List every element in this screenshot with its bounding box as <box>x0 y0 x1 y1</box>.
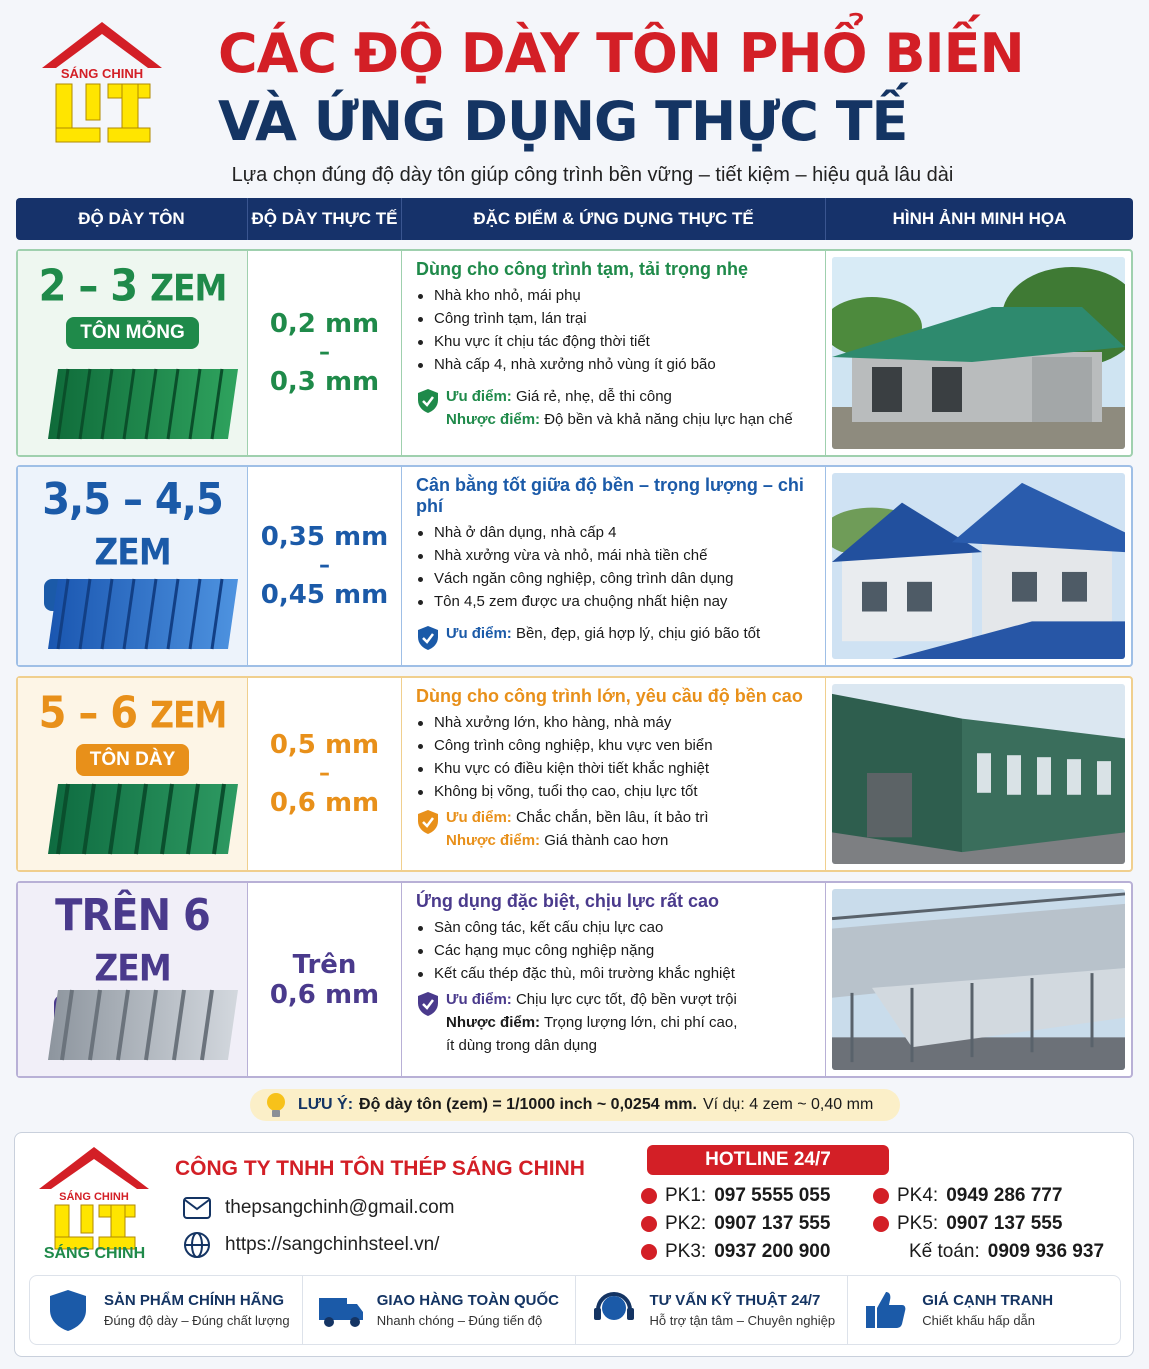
headset-icon <box>590 1286 638 1334</box>
phone-icon <box>641 1188 657 1204</box>
pros-text: Chắc chắn, bền lâu, ít bảo trì <box>515 809 709 826</box>
pros-label: Ưu điểm: <box>446 991 512 1008</box>
feature-support: TƯ VẤN KỸ THUẬT 24/7 Hỗ trợ tận tâm – Chuyên nghiệp <box>576 1276 849 1344</box>
cons-label: Nhược điểm: <box>446 1014 541 1031</box>
shield-check-icon <box>416 388 440 414</box>
footer <box>14 1132 1134 1357</box>
thumbs-up-icon <box>862 1286 910 1334</box>
page-subtitle: Lựa chọn đúng độ dày tôn giúp công trình bền vững – tiết kiệm – hiệu quả lâu dài <box>231 164 954 186</box>
residential-house-photo <box>832 473 1125 659</box>
table-row-1 <box>16 249 1133 457</box>
small-warehouse-photo <box>832 257 1125 449</box>
actual-thickness-cell <box>248 251 402 455</box>
mm-max: 0,6 mm <box>269 788 380 818</box>
email-text: thepsangchinh@gmail.com <box>225 1197 455 1218</box>
page-title-line2: VÀ ỨNG DỤNG THỰC TẾ <box>218 90 908 153</box>
list-item: Sàn công tác, kết cấu chịu lực cao <box>416 919 811 936</box>
mm-max: 0,6 mm <box>269 979 380 1010</box>
pros-cons <box>416 806 811 852</box>
features-bar <box>29 1275 1121 1345</box>
phone-icon <box>873 1216 889 1232</box>
image-cell <box>826 678 1131 870</box>
phone-icon <box>641 1216 657 1232</box>
phone-pk5[interactable]: PK5: 0907 137 555 <box>873 1213 1062 1235</box>
features-list <box>416 714 811 800</box>
features-title: Cân bằng tốt giữa độ bền – trọng lượng – chi phí <box>416 475 804 516</box>
header <box>0 0 1149 195</box>
mail-icon <box>183 1197 211 1219</box>
pros-cons <box>416 622 811 645</box>
list-item: Nhà xưởng lớn, kho hàng, nhà máy <box>416 714 811 731</box>
steel-structure-photo <box>832 889 1125 1070</box>
phone-pk2[interactable]: PK2: 0907 137 555 <box>641 1213 830 1235</box>
image-cell <box>826 467 1131 665</box>
mm-min: 0,2 mm <box>269 309 380 339</box>
svg-text:SÁNG CHINH: SÁNG CHINH <box>59 1191 129 1203</box>
phone-icon <box>873 1188 889 1204</box>
pros-text: Bền, đẹp, giá hợp lý, chịu gió bão tốt <box>515 625 761 642</box>
image-cell <box>826 883 1131 1076</box>
pros-text: Giá rẻ, nhẹ, dễ thi công <box>515 388 672 405</box>
logo-caption: SÁNG CHINH <box>43 1245 146 1262</box>
actual-thickness-cell <box>248 467 402 665</box>
feature-delivery: GIAO HÀNG TOÀN QUỐC Nhanh chóng – Đúng tiến độ <box>303 1276 576 1344</box>
feature-genuine: SẢN PHẨM CHÍNH HÃNG Đúng độ dày – Đúng chất lượng <box>30 1276 303 1344</box>
phone-pk4[interactable]: PK4: 0949 286 777 <box>873 1185 1062 1207</box>
table-row-3 <box>16 676 1133 872</box>
mm-separator: – <box>319 553 330 578</box>
thickness-cell <box>18 467 248 665</box>
cons-text-continued: ít dùng trong dân dụng <box>446 1037 597 1054</box>
mm-max: 0,3 mm <box>269 367 380 397</box>
email-contact[interactable] <box>183 1197 454 1219</box>
globe-icon <box>183 1231 211 1259</box>
features-list <box>416 287 811 373</box>
lightbulb-icon <box>262 1091 290 1121</box>
list-item: Vách ngăn công nghiệp, công trình dân dụng <box>416 570 811 587</box>
shield-check-icon <box>416 625 440 651</box>
list-item: Không bị võng, tuổi thọ cao, chịu lực tốt <box>416 783 811 800</box>
thickness-badge: TÔN DÀY <box>76 744 190 776</box>
list-item: Nhà kho nhỏ, mái phụ <box>416 287 811 304</box>
cons-text: Độ bền và khả năng chịu lực hạn chế <box>544 411 793 428</box>
phone-pk3[interactable]: PK3: 0937 200 900 <box>641 1241 830 1263</box>
list-item: Nhà ở dân dụng, nhà cấp 4 <box>416 524 811 541</box>
website-text: https://sangchinhsteel.vn/ <box>225 1234 440 1255</box>
features-cell <box>402 883 826 1076</box>
mm-min: Trên <box>292 949 357 980</box>
features-list <box>416 919 811 982</box>
cons-label: Nhược điểm: <box>446 411 541 428</box>
list-item: Tôn 4,5 zem được ưa chuộng nhất hiện nay <box>416 593 811 610</box>
column-header-image: HÌNH ẢNH MINH HỌA <box>892 209 1067 228</box>
list-item: Nhà cấp 4, nhà xưởng nhỏ vùng ít gió bão <box>416 356 811 373</box>
mm-separator: – <box>319 340 330 365</box>
features-list <box>416 524 811 610</box>
features-title: Ứng dụng đặc biệt, chịu lực rất cao <box>416 891 720 911</box>
features-cell <box>402 678 826 870</box>
features-title: Dùng cho công trình tạm, tải trọng nhẹ <box>416 259 748 279</box>
note-text: Độ dày tôn (zem) = 1/1000 inch ~ 0,0254 mm. <box>359 1096 697 1113</box>
company-name: CÔNG TY TNHH TÔN THÉP SÁNG CHINH <box>175 1157 585 1180</box>
note-banner <box>250 1089 900 1121</box>
website-link[interactable] <box>183 1231 439 1259</box>
zem-value: 3,5 – 4,5 ZEM <box>42 474 223 574</box>
truck-icon <box>317 1286 365 1334</box>
features-title: Dùng cho công trình lớn, yêu cầu độ bền cao <box>416 686 803 706</box>
list-item: Khu vực có điều kiện thời tiết khắc nghiệt <box>416 760 811 777</box>
phone-pk1[interactable]: PK1: 097 5555 055 <box>641 1185 830 1207</box>
list-item: Công trình tạm, lán trại <box>416 310 811 327</box>
column-header-features: ĐẶC ĐIỂM & ỨNG DỤNG THỰC TẾ <box>402 198 826 240</box>
page-title-line1: CÁC ĐỘ DÀY TÔN PHỔ BIẾN <box>218 22 1024 85</box>
shield-check-icon <box>416 809 440 835</box>
note-example: Ví dụ: 4 zem ~ 0,40 mm <box>702 1096 874 1113</box>
cons-text: Trọng lượng lớn, chi phí cao, <box>543 1014 738 1031</box>
zem-value: 2 – 3 ZEM <box>38 260 227 312</box>
mm-max: 0,45 mm <box>260 580 389 610</box>
pros-cons <box>416 385 811 431</box>
pros-label: Ưu điểm: <box>446 388 512 405</box>
table-row-4 <box>16 881 1133 1078</box>
image-cell <box>826 251 1131 455</box>
roof-sheet-illustration <box>38 970 238 1066</box>
thickness-cell <box>18 251 248 455</box>
list-item: Kết cấu thép đặc thù, môi trường khắc nghiệt <box>416 965 811 982</box>
factory-photo <box>832 684 1125 864</box>
column-header-actual: ĐỘ DÀY THỰC TẾ <box>248 198 402 240</box>
shield-icon <box>44 1286 92 1334</box>
table-row-2 <box>16 465 1133 667</box>
phone-icon <box>641 1244 657 1260</box>
mm-min: 0,35 mm <box>260 522 389 552</box>
list-item: Các hạng mục công nghiệp nặng <box>416 942 811 959</box>
mm-separator: – <box>319 761 330 786</box>
note-label: LƯU Ý: <box>298 1096 354 1113</box>
column-header-thickness: ĐỘ DÀY TÔN <box>16 198 248 240</box>
cons-label: Nhược điểm: <box>446 832 541 849</box>
shield-check-icon <box>416 991 440 1017</box>
cons-text: Giá thành cao hơn <box>544 832 669 849</box>
list-item: Nhà xưởng vừa và nhỏ, mái nhà tiền chế <box>416 547 811 564</box>
phone-accounting[interactable]: Kế toán: 0909 936 937 <box>909 1241 1105 1262</box>
company-logo <box>38 18 166 148</box>
pros-cons <box>416 988 811 1057</box>
thickness-cell <box>18 678 248 870</box>
list-item: Khu vực ít chịu tác động thời tiết <box>416 333 811 350</box>
feature-price: GIÁ CẠNH TRANH Chiết khấu hấp dẫn <box>848 1276 1120 1344</box>
svg-text:SÁNG CHINH: SÁNG CHINH <box>60 66 144 81</box>
thickness-cell <box>18 883 248 1076</box>
zem-value: TRÊN 6 ZEM <box>55 890 210 990</box>
features-cell <box>402 467 826 665</box>
list-item: Công trình công nghiệp, khu vực ven biển <box>416 737 811 754</box>
pros-label: Ưu điểm: <box>446 625 512 642</box>
pros-text: Chịu lực cực tốt, độ bền vượt trội <box>515 991 737 1008</box>
mm-min: 0,5 mm <box>269 730 380 760</box>
features-cell <box>402 251 826 455</box>
pros-label: Ưu điểm: <box>446 809 512 826</box>
roof-sheet-illustration <box>38 349 238 445</box>
actual-thickness-cell <box>248 883 402 1076</box>
zem-value: 5 – 6 ZEM <box>38 687 227 739</box>
table-header <box>16 198 1133 240</box>
hotline-badge: HOTLINE 24/7 <box>647 1145 889 1175</box>
roof-sheet-illustration <box>38 559 238 655</box>
roof-sheet-illustration <box>38 764 238 860</box>
actual-thickness-cell <box>248 678 402 870</box>
thickness-badge: TÔN MỎNG <box>66 317 199 349</box>
